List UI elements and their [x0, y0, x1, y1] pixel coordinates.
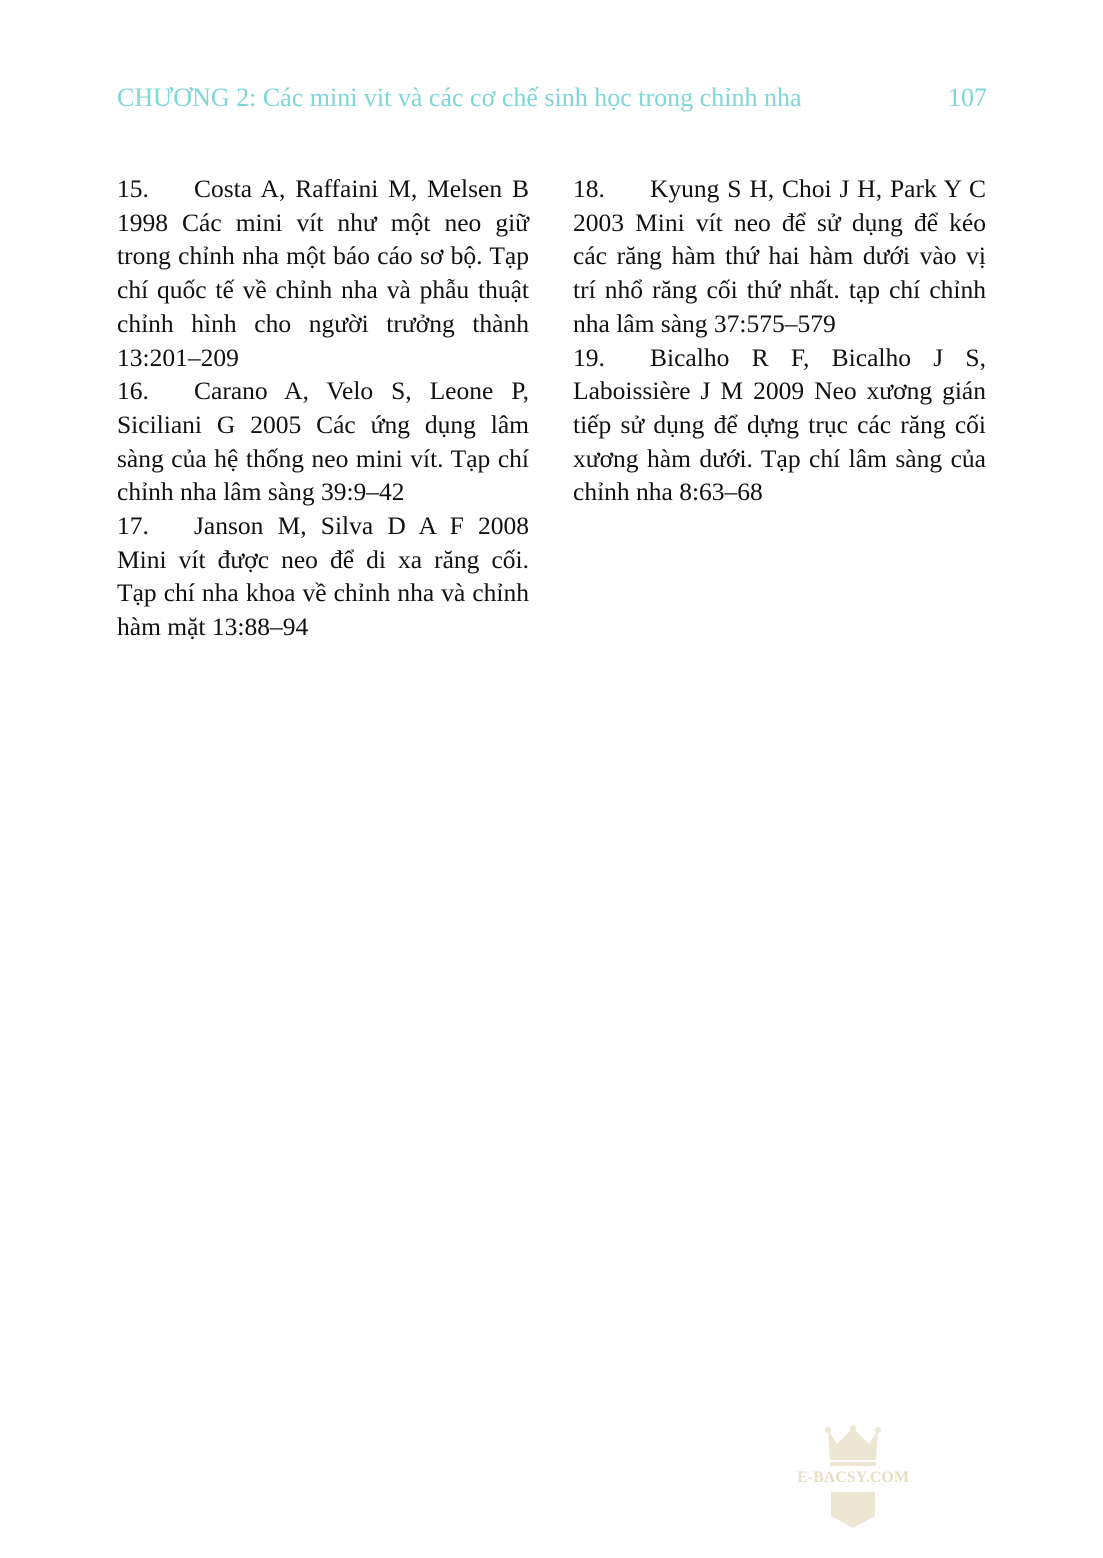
crown-shield-icon — [790, 1424, 916, 1534]
chapter-title: CHƯƠNG 2: Các mini vit và các cơ chế sinh học trong chỉnh nha — [117, 83, 802, 112]
running-header — [117, 78, 987, 118]
reference-text: Bicalho R F, Bicalho J S, Laboissière J M 2009 Neo xương gián tiếp sử dụng để dựng trục các răng cối xương hàm dưới. Tạp chí lâm sàng của chỉnh nha 8:63–68 — [573, 342, 986, 507]
references-column-right — [573, 172, 986, 509]
reference-item — [117, 509, 529, 644]
references-column-left — [117, 172, 529, 644]
watermark-logo — [790, 1424, 916, 1534]
reference-number: 19. — [573, 342, 605, 372]
reference-text: Costa A, Raffaini M, Melsen B 1998 Các mini vít như một neo giữ trong chỉnh nha một báo cáo sơ bộ. Tạp chí quốc tế về chỉnh nha và phẫu thuật chỉnh hình cho người trưởng thành 13:201–209 — [117, 174, 529, 372]
reference-item — [117, 374, 529, 509]
reference-text: Kyung S H, Choi J H, Park Y C 2003 Mini vít neo để sử dụng để kéo các răng hàm thứ hai hàm dưới vào vị trí nhổ răng cối thứ nhất. tạp chí chỉnh nha lâm sàng 37:575–579 — [573, 174, 986, 338]
reference-item — [573, 172, 986, 341]
page-number: 107 — [948, 83, 987, 112]
reference-number: 16. — [117, 376, 149, 406]
reference-item — [117, 172, 529, 374]
reference-number: 17. — [117, 511, 149, 541]
watermark-text: E-BACSY.COM — [797, 1469, 909, 1486]
reference-number: 15. — [117, 174, 149, 203]
reference-text: Carano A, Velo S, Leone P, Siciliani G 2005 Các ứng dụng lâm sàng của hệ thống neo mini vít. Tạp chí chỉnh nha lâm sàng 39:9–42 — [117, 376, 529, 507]
reference-text: Janson M, Silva D A F 2008 Mini vít được neo để di xa răng cối. Tạp chí nha khoa về chỉnh nha và chỉnh hàm mặt 13:88–94 — [117, 511, 529, 642]
reference-number: 18. — [573, 174, 605, 203]
reference-item — [573, 341, 986, 510]
